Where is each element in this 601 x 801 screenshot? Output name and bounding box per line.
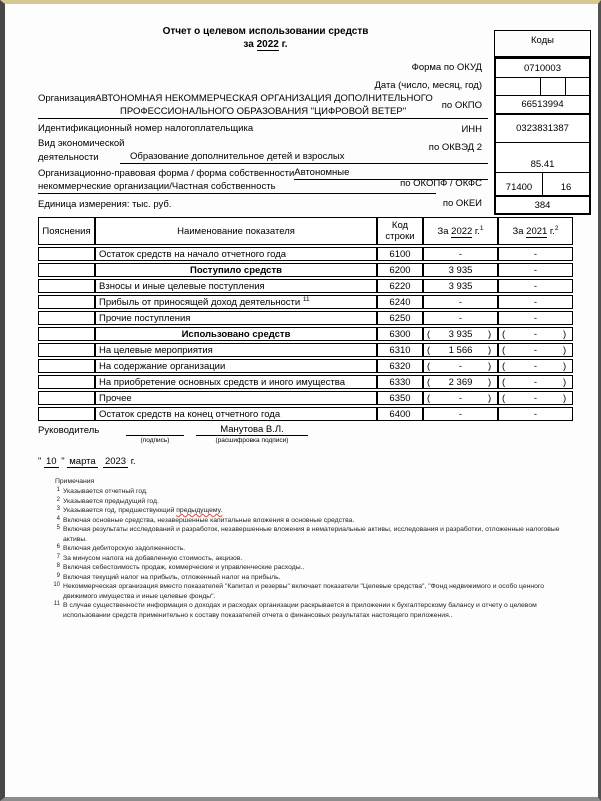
table-row <box>38 295 573 309</box>
okved-value: 85.41 <box>496 143 589 173</box>
value-2022-cell-paren-close: ) <box>488 328 492 340</box>
value-2021-cell-paren-open: ( <box>502 360 506 372</box>
value-2021-cell-value: - <box>533 296 538 308</box>
date-month-cell <box>540 78 565 95</box>
unit-line <box>38 198 488 211</box>
inn-value: 0323831387 <box>496 115 589 143</box>
value-2021-cell-wrap <box>502 377 569 388</box>
code-cell: 6100 <box>377 247 423 261</box>
okpo-label: по ОКПО <box>441 100 482 111</box>
footnote-text-misspelled: предыдущему. <box>176 507 223 514</box>
value-2021-cell-wrap <box>502 297 569 308</box>
legal-form-line1 <box>38 166 488 180</box>
org-name-line1: АВТОНОМНАЯ НЕКОММЕРЧЕСКАЯ ОРГАНИЗАЦИЯ ДОПОЛНИТЕЛЬНОГО <box>95 93 433 104</box>
table-row <box>38 327 573 341</box>
value-2022-cell-value: 3 935 <box>448 328 473 340</box>
okud-value: 0710003 <box>496 59 589 78</box>
date-day: 10 <box>46 456 57 467</box>
value-2022-cell <box>423 247 498 261</box>
legal-form-value2: некоммерческие организации/Частная собственность <box>38 180 436 194</box>
code-cell: 6220 <box>377 279 423 293</box>
explanations-cell <box>38 247 95 261</box>
legal-form-line2 <box>38 180 488 194</box>
header-code <box>377 217 423 245</box>
value-2022-cell-wrap <box>427 329 494 340</box>
value-2022-cell-value: - <box>458 296 463 308</box>
value-2021-cell <box>498 263 573 277</box>
subtitle-prefix: за <box>243 39 257 50</box>
value-2021-cell <box>498 279 573 293</box>
footnote-text: Указывается год, предшествующий предыдущему. <box>63 507 223 514</box>
indicator-cell: Поступило средств <box>95 263 377 277</box>
value-2022-cell <box>423 359 498 373</box>
value-2021-cell <box>498 343 573 357</box>
date-year: 2023 <box>104 456 127 467</box>
value-2021-cell-paren-close: ) <box>563 392 567 404</box>
code-cell: 6400 <box>377 407 423 421</box>
value-2021-cell-value: - <box>533 248 538 260</box>
value-2022-cell-value: 1 566 <box>448 344 473 356</box>
footnote-item <box>50 506 578 516</box>
table-row <box>38 343 573 357</box>
org-info-block <box>38 92 488 211</box>
value-2021-cell-value: - <box>533 376 538 388</box>
value-2021-cell-wrap <box>502 313 569 324</box>
value-2021-cell-paren-open: ( <box>502 392 506 404</box>
legal-form-label: Организационно-правовая форма / форма собственности <box>38 168 295 179</box>
table-row <box>38 407 573 421</box>
code-cell: 6320 <box>377 359 423 373</box>
table-row <box>38 375 573 389</box>
caption-name: (расшифровка подписи) <box>215 437 289 444</box>
footnote-text: Включая себестоимость продаж, коммерческие и управленческие расходы.. <box>63 564 305 571</box>
value-2021-cell <box>498 375 573 389</box>
value-2021-cell-wrap <box>502 329 569 340</box>
explanations-cell <box>38 391 95 405</box>
codes-box <box>494 57 591 215</box>
explanations-cell <box>38 407 95 421</box>
value-2021-cell-wrap <box>502 393 569 404</box>
footnote-number: 6 <box>56 544 60 550</box>
value-2022-cell <box>423 295 498 309</box>
footnote-item <box>50 582 578 601</box>
date-label: Дата (число, месяц, год) <box>374 80 482 91</box>
footnote-number: 5 <box>56 525 60 531</box>
okfs-value: 16 <box>542 173 589 195</box>
value-2021-cell-paren-open: ( <box>502 328 506 340</box>
signature-row <box>38 424 358 436</box>
activity-label-line <box>38 137 488 150</box>
explanations-cell <box>38 311 95 325</box>
table-row <box>38 391 573 405</box>
table-row <box>38 311 573 325</box>
header-code-line1: Код <box>391 220 409 231</box>
footnote-item <box>50 516 578 526</box>
signature-block <box>38 424 358 467</box>
footnote-item <box>50 497 578 507</box>
signature-captions <box>38 437 358 444</box>
date-value-row <box>496 78 589 96</box>
value-2021-cell <box>498 247 573 261</box>
footnote-number: 10 <box>53 582 60 588</box>
value-2022-cell <box>423 391 498 405</box>
value-2021-cell-value: - <box>533 360 538 372</box>
header-2022-suffix: г. <box>472 225 480 237</box>
footnote-text: Некоммерческая организация вместо показателей "Капитал и резервы" включает показатели "Целевые средства", "Фонд недвижимого и особо ценного движимого имущества и иные целевые фонды". <box>63 583 545 600</box>
legal-form-value1: Автономные <box>294 167 350 178</box>
org-label: Организация <box>38 93 96 104</box>
footnote-item <box>50 554 578 564</box>
indicator-cell: Взносы и иные целевые поступления <box>95 279 377 293</box>
activity-label1: Вид экономической <box>38 138 125 149</box>
value-2021-cell-value: - <box>533 264 538 276</box>
value-2022-cell <box>423 343 498 357</box>
value-2022-cell-wrap <box>427 393 494 404</box>
org-line1 <box>38 92 488 105</box>
footnote-number: 9 <box>56 572 60 579</box>
footnote-text: Включая текущий налог на прибыль, отложенный налог на прибыль. <box>63 573 281 581</box>
value-2022-cell-wrap <box>427 409 494 420</box>
inn-text: Идентификационный номер налогоплательщика <box>38 123 254 134</box>
table-row <box>38 247 573 261</box>
value-2022-cell-paren-open: ( <box>427 344 431 356</box>
footnote-text: Указывается предыдущий год. <box>63 497 159 505</box>
inn-label: ИНН <box>461 124 482 135</box>
value-2022-cell-value: - <box>458 408 463 420</box>
explanations-cell <box>38 375 95 389</box>
header-2021 <box>498 217 573 245</box>
footnote-number: 11 <box>53 601 60 607</box>
table-row <box>38 279 573 293</box>
value-2021-cell-value: - <box>533 328 538 340</box>
indicator-cell: Прочие поступления <box>95 311 377 325</box>
date-quote-close: " <box>58 456 68 467</box>
footnote-number: 8 <box>56 563 60 569</box>
value-2022-cell-value: 2 369 <box>448 376 473 388</box>
value-2022-cell-wrap <box>427 345 494 356</box>
signature-date <box>38 456 358 467</box>
explanations-cell <box>38 343 95 357</box>
footnote-number: 3 <box>56 506 60 512</box>
header-2022 <box>423 217 498 245</box>
indicator-cell: Остаток средств на начало отчетного года <box>95 247 377 261</box>
table-row <box>38 359 573 373</box>
header-code-line2: строки <box>385 231 415 242</box>
okved-label: по ОКВЭД 2 <box>428 142 482 153</box>
value-2022-cell-paren-open: ( <box>427 392 431 404</box>
footnote-item <box>50 544 578 554</box>
value-2021-cell <box>498 327 573 341</box>
report-table-body <box>38 247 573 421</box>
value-2021-cell <box>498 295 573 309</box>
activity-underline-tail <box>345 163 489 164</box>
org-line2 <box>38 105 488 119</box>
value-2022-cell-wrap <box>427 249 494 260</box>
org-underline-lead <box>38 118 100 119</box>
value-2021-cell <box>498 391 573 405</box>
value-2022-cell-paren-close: ) <box>488 376 492 388</box>
inn-text-line <box>38 122 488 135</box>
value-2022-cell-wrap <box>427 377 494 388</box>
okopf-value: 71400 <box>505 182 533 193</box>
code-cell: 6300 <box>377 327 423 341</box>
signature-name: Манутова В.Л. <box>196 424 308 436</box>
footnote-number: 2 <box>56 496 60 503</box>
signature-blank <box>126 425 184 436</box>
value-2022-cell-value: - <box>458 312 463 324</box>
footnote-item <box>50 525 578 544</box>
value-2021-cell-wrap <box>502 265 569 276</box>
footnote-text: Включая дебиторскую задолженность. <box>63 545 186 552</box>
explanations-cell <box>38 279 95 293</box>
header-2021-prefix: За <box>512 225 527 237</box>
explanations-cell <box>38 263 95 277</box>
value-2021-cell-value: - <box>533 408 538 420</box>
table-row <box>38 263 573 277</box>
value-2022-cell <box>423 279 498 293</box>
value-2021-cell-wrap <box>502 281 569 292</box>
value-2022-cell-wrap <box>427 281 494 292</box>
caption-sign: (подпись) <box>140 437 170 444</box>
code-cell: 6350 <box>377 391 423 405</box>
value-2022-cell-value: - <box>458 360 463 372</box>
value-2021-cell <box>498 311 573 325</box>
value-2022-cell-wrap <box>427 313 494 324</box>
code-cell: 6310 <box>377 343 423 357</box>
value-2021-cell-value: - <box>533 392 538 404</box>
okud-label: Форма по ОКУД <box>411 62 482 73</box>
footnote-number: 1 <box>56 487 60 493</box>
header-explanations: Пояснения <box>38 217 95 245</box>
footnotes-list <box>50 487 578 620</box>
value-2021-cell-paren-close: ) <box>563 328 567 340</box>
report-table <box>38 215 573 423</box>
value-2021-cell-value: - <box>533 280 538 292</box>
value-2022-cell-paren-open: ( <box>427 376 431 388</box>
indicator-cell: Остаток средств на конец отчетного года <box>95 407 377 421</box>
value-2021-cell-value: - <box>533 312 538 324</box>
footnote-text: Включая результаты исследований и разработок, незавершенные вложения в нематериальные активы, исследования и разработки, отложенные налоговые активы. <box>63 526 560 543</box>
footnote-number: 4 <box>56 515 60 522</box>
value-2022-cell-paren-open: ( <box>427 328 431 340</box>
value-2021-cell-wrap <box>502 361 569 372</box>
value-2022-cell <box>423 311 498 325</box>
org-underline-tail <box>406 118 488 119</box>
footnote-text: За минусом налога на добавленную стоимость, акцизов. <box>63 554 243 562</box>
report-subtitle <box>38 39 493 50</box>
table-header-row <box>38 217 573 245</box>
activity-label2: деятельности <box>38 152 99 163</box>
report-title-block <box>38 26 493 50</box>
header-2021-note: 2 <box>554 224 559 232</box>
explanations-cell <box>38 359 95 373</box>
footnote-item <box>50 563 578 573</box>
value-2022-cell <box>423 327 498 341</box>
indicator-footnote-marker: 11 <box>302 295 310 303</box>
footnotes-title: Примечания <box>55 478 95 485</box>
footnote-item <box>50 487 578 497</box>
value-2021-cell-wrap <box>502 249 569 260</box>
org-name-line2: ПРОФЕССИОНАЛЬНОГО ОБРАЗОВАНИЯ "ЦИФРОВОЙ ВЕТЕР" <box>100 105 406 119</box>
okpo-value: 66513994 <box>496 96 589 115</box>
value-2022-cell <box>423 263 498 277</box>
value-2022-cell-wrap <box>427 265 494 276</box>
value-2022-cell <box>423 407 498 421</box>
footnote-item <box>50 601 578 620</box>
indicator-cell: Использовано средств <box>95 327 377 341</box>
signature-role: Руководитель <box>38 425 100 436</box>
activity-value: Образование дополнительное детей и взрослых <box>120 150 345 164</box>
header-indicator: Наименование показателя <box>95 217 377 245</box>
value-2021-cell-paren-close: ) <box>563 360 567 372</box>
value-2021-cell <box>498 407 573 421</box>
subtitle-year: 2022 <box>256 39 279 50</box>
value-2021-cell-value: - <box>533 344 538 356</box>
okei-value: 384 <box>534 199 551 211</box>
indicator-cell: На содержание организации <box>95 359 377 373</box>
value-2021-cell-wrap <box>502 345 569 356</box>
value-2022-cell-paren-open: ( <box>427 360 431 372</box>
okei-label: по ОКЕИ <box>442 198 482 209</box>
subtitle-suffix: г. <box>278 39 288 50</box>
code-cell: 6250 <box>377 311 423 325</box>
header-2021-year: 2021 <box>526 225 548 237</box>
value-2021-cell-wrap <box>502 409 569 420</box>
date-day-cell <box>496 78 540 95</box>
value-2021-cell-paren-close: ) <box>563 344 567 356</box>
code-cell: 6330 <box>377 375 423 389</box>
value-2022-cell-value: 3 935 <box>448 264 473 276</box>
value-2021-cell-paren-close: ) <box>563 376 567 388</box>
indicator-cell: Прибыль от приносящей доход деятельности $^{11}$ <box>95 295 377 309</box>
header-2021-suffix: г. <box>547 225 555 237</box>
date-quote-open: " <box>38 456 45 467</box>
footnote-number: 7 <box>56 553 60 560</box>
value-2022-cell-value: - <box>458 248 463 260</box>
header-2022-note: 1 <box>479 224 484 232</box>
okopf-label: по ОКОПФ / ОКФС <box>400 178 482 189</box>
footnote-item <box>50 573 578 583</box>
date-year-cell <box>565 78 589 95</box>
activity-value-line <box>38 150 488 164</box>
unit-label: Единица измерения: тыс. руб. <box>38 199 172 210</box>
header-2022-prefix: За <box>437 225 452 237</box>
explanations-cell <box>38 327 95 341</box>
value-2022-cell-paren-close: ) <box>488 360 492 372</box>
indicator-cell: На целевые мероприятия <box>95 343 377 357</box>
value-2022-cell-value: 3 935 <box>448 280 473 292</box>
value-2022-cell-paren-close: ) <box>488 344 492 356</box>
value-2022-cell-paren-close: ) <box>488 392 492 404</box>
okopf-okfs-row <box>496 173 589 197</box>
code-cell: 6200 <box>377 263 423 277</box>
code-cell: 6240 <box>377 295 423 309</box>
date-month: марта <box>69 456 96 467</box>
codes-header-cell: Коды <box>494 30 591 57</box>
header-2022-year: 2022 <box>451 225 473 237</box>
footnote-text: Включая основные средства, незавершенные капитальные вложения в основные средства. <box>63 516 355 524</box>
indicator-cell: Прочее <box>95 391 377 405</box>
value-2021-cell-paren-open: ( <box>502 344 506 356</box>
indicator-cell: На приобретение основных средств и иного имущества <box>95 375 377 389</box>
value-2022-cell <box>423 375 498 389</box>
footnote-text: Указывается отчетный год. <box>63 488 148 495</box>
value-2021-cell <box>498 359 573 373</box>
date-suffix: г. <box>128 456 136 467</box>
report-title: Отчет о целевом использовании средств <box>162 26 369 37</box>
value-2021-cell-paren-open: ( <box>502 376 506 388</box>
explanations-cell <box>38 295 95 309</box>
footnotes-block <box>50 478 578 620</box>
value-2022-cell-wrap <box>427 297 494 308</box>
report-table-wrap <box>38 215 573 423</box>
value-2022-cell-value: - <box>458 392 463 404</box>
footnote-text: В случае существенности информация о доходах и расходах организации раскрывается в приложении к бухгалтерскому балансу и отчету о целевом использовании средств применительно к составу показателей отчета о финансовых результатах настоящего приложения.. <box>63 602 537 619</box>
value-2022-cell-wrap <box>427 361 494 372</box>
